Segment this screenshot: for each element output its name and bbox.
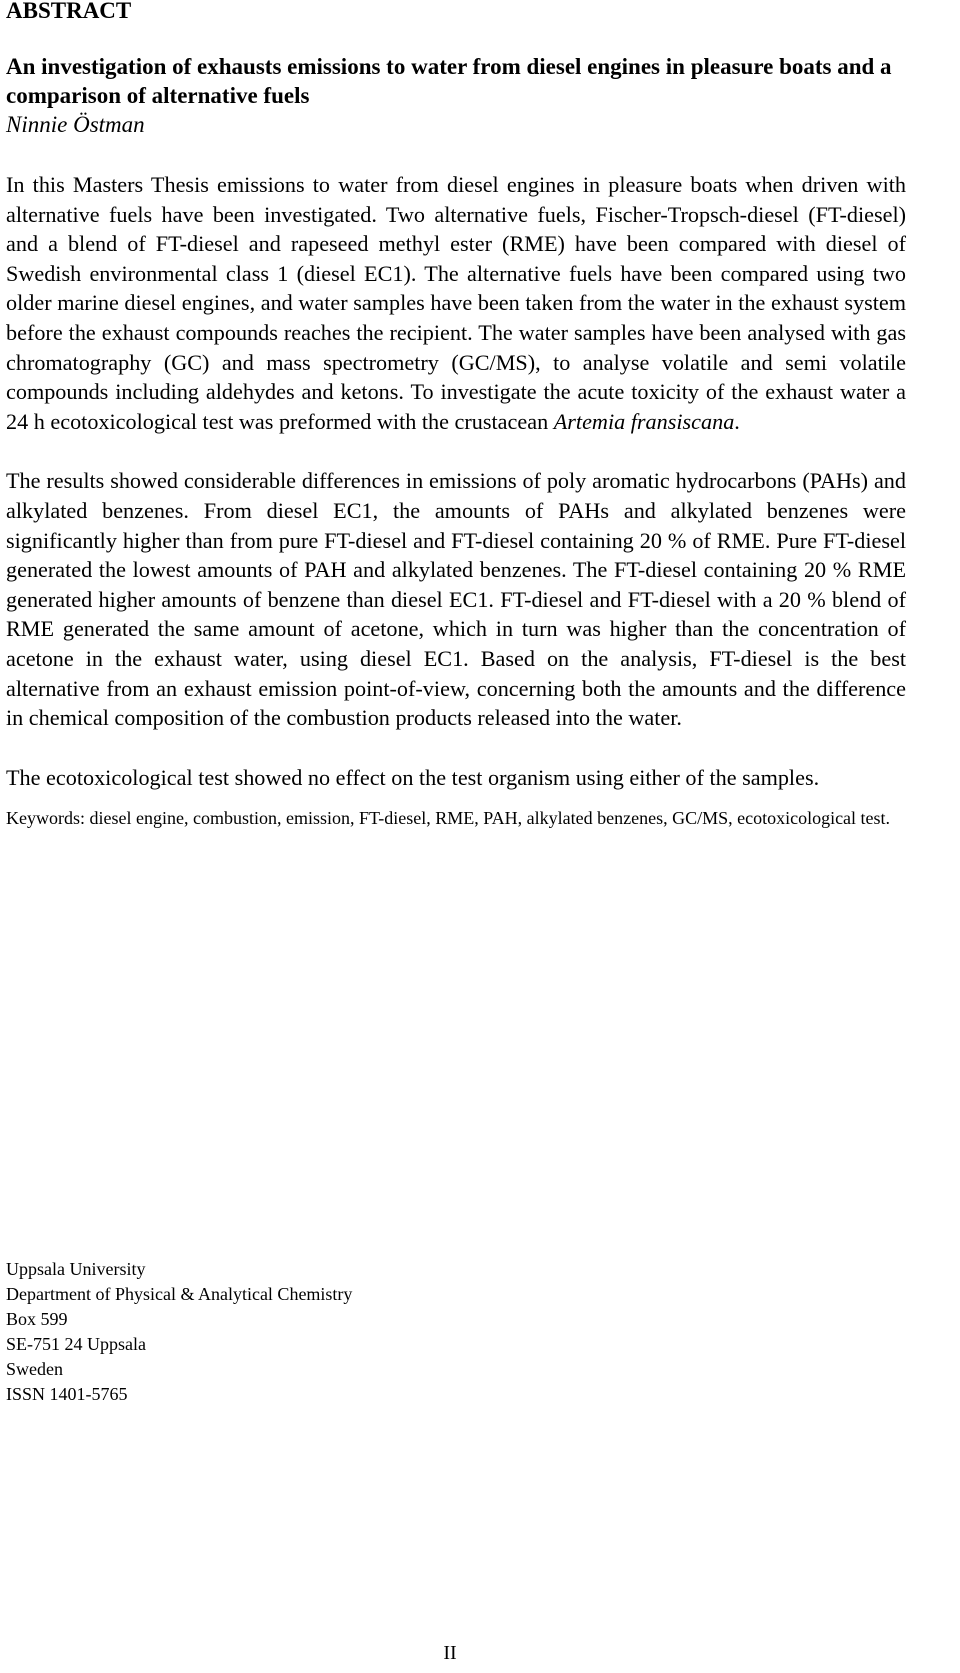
issn: ISSN 1401-5765 bbox=[6, 1384, 128, 1404]
species-name: Artemia fransiscana bbox=[553, 408, 735, 434]
postal-code-city: SE-751 24 Uppsala bbox=[6, 1334, 146, 1354]
abstract-paragraph-3: The ecotoxicological test showed no effect on the test organism using either of the samples. bbox=[6, 764, 820, 790]
page-number: II bbox=[443, 1642, 457, 1664]
section-heading: ABSTRACT bbox=[6, 0, 132, 23]
abstract-paragraph-1 bbox=[6, 170, 906, 436]
affiliation-block bbox=[6, 1257, 352, 1407]
paragraph-1-end: . bbox=[734, 408, 740, 434]
department-name: Department of Physical & Analytical Chemistry bbox=[6, 1284, 353, 1304]
postal-box: Box 599 bbox=[6, 1309, 68, 1329]
university-name: Uppsala University bbox=[6, 1259, 146, 1279]
abstract-section bbox=[6, 0, 906, 831]
abstract-paragraph-2: The results showed considerable differences in emissions of poly aromatic hydrocarbons (PAHs) and alkylated benzenes. From diesel EC1, the amounts of PAHs and alkylated benzenes were significantly higher than from pure FT-diesel and FT-diesel containing 20 % of RME. Pure FT-diesel generated the lowest amounts of PAH and alkylated benzenes. The FT-diesel containing 20 % RME generated higher amounts of benzene than diesel EC1. FT-diesel and FT-diesel with a 20 % blend of RME generated the same amount of acetone, which in turn was higher than the concentration of acetone in the exhaust water, using diesel EC1. Based on the analysis, FT-diesel is the best alternative from an exhaust emission point-of-view, concerning both the amounts and the difference in chemical composition of the combustion products released into the water. bbox=[6, 468, 906, 731]
country: Sweden bbox=[6, 1359, 63, 1379]
keywords: Keywords: diesel engine, combustion, emission, FT-diesel, RME, PAH, alkylated benzenes, GC/MS, ecotoxicological test. bbox=[6, 808, 891, 829]
thesis-title: An investigation of exhausts emissions to water from diesel engines in pleasure boats and a comparison of alternative fuels bbox=[6, 54, 892, 108]
paragraph-1-text: In this Masters Thesis emissions to water from diesel engines in pleasure boats when driven with alternative fuels have been investigated. Two alternative fuels, Fischer-Tropsch-diesel (FT-diesel) and a blend of FT-diesel and rapeseed methyl ester (RME) have been compared with diesel of Swedish environmental class 1 (diesel EC1). The alternative fuels have been compared using two older marine diesel engines, and water samples have been taken from the water in the exhaust system before the exhaust compounds reaches the recipient. The water samples have been analysed with gas chromatography (GC) and mass spectrometry (GC/MS), to analyse volatile and semi volatile compounds including aldehydes and ketons. To investigate the acute toxicity of the exhaust water a 24 h ecotoxicological test was preformed with the crustacean bbox=[6, 172, 906, 434]
author-name: Ninnie Östman bbox=[6, 112, 145, 137]
